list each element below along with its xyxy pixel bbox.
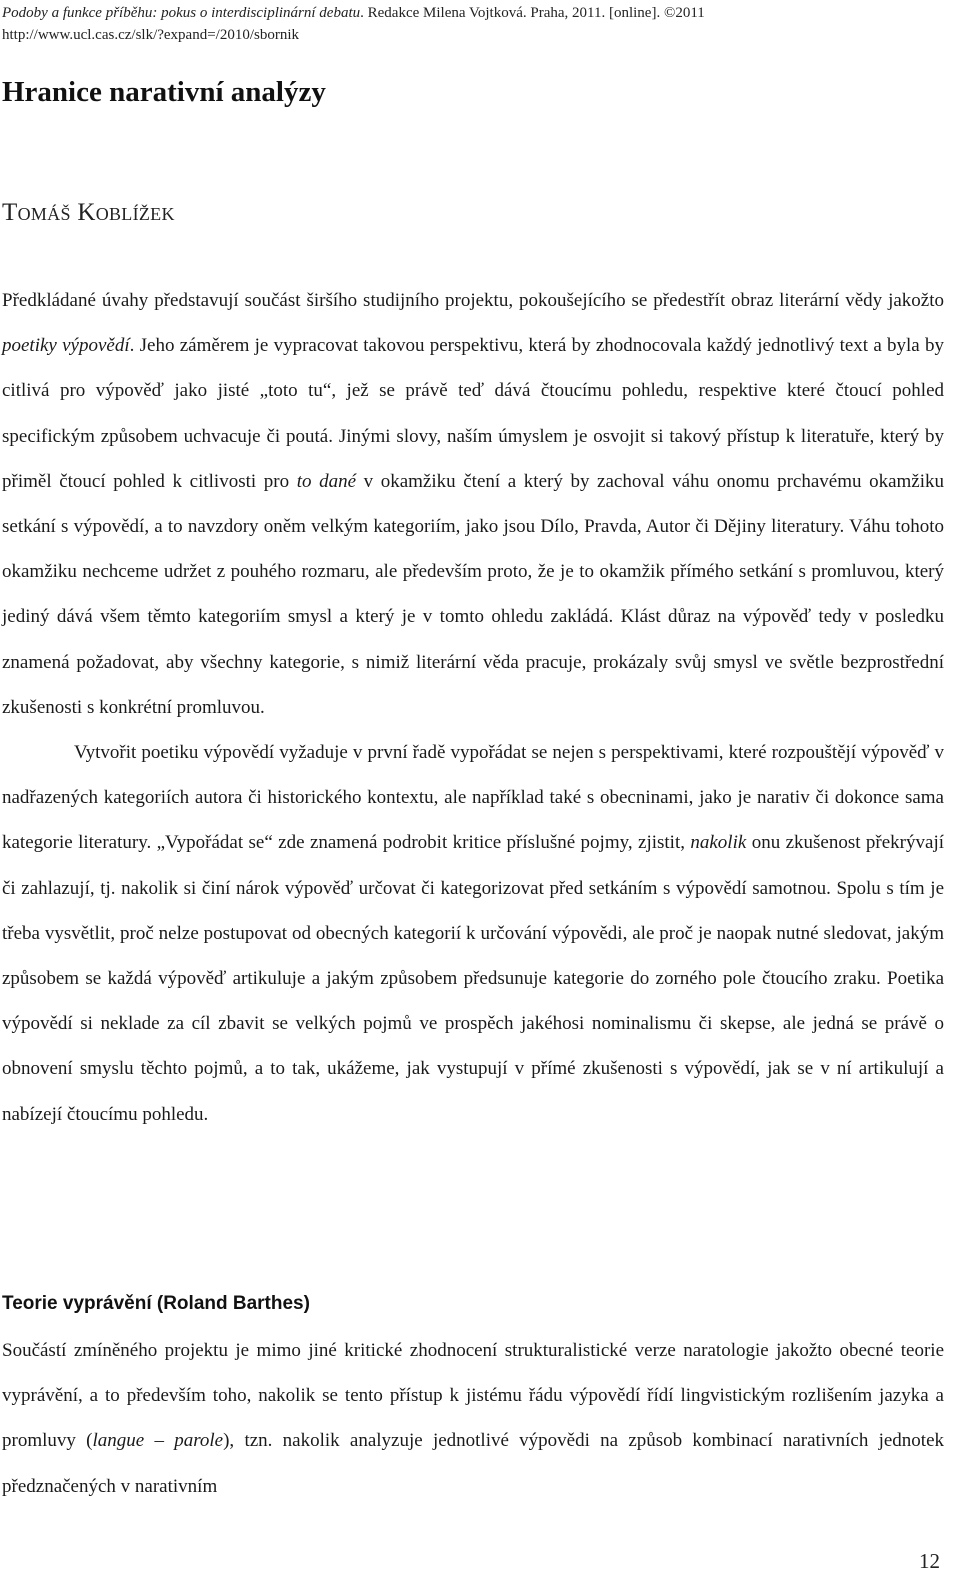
paragraph-1-text-b: . Jeho záměrem je vypracovat takovou perspektivu, která by zhodnocovala každý jednotlivý text a byla by citlivá pro výpověď jako jisté „toto tu“, jež se právě teď dává čtoucímu pohledu, respektive které čtoucí pohled specifickým způsobem uchvacuje či poutá. Jinými slovy, naším úmyslem je osvojit si takový přístup k literatuře, který by přiměl čtoucí pohled k citlivosti pro	[2, 335, 945, 492]
section-emphasis-parole: parole	[174, 1430, 224, 1452]
section-paragraph	[2, 1328, 944, 1509]
section-emphasis-langue: langue	[92, 1430, 145, 1452]
article-body	[2, 278, 944, 1137]
paragraph-1-text-a: Předkládané úvahy představují součást širšího studijního projektu, pokoušejícího se předestřít obraz literární vědy jakožto	[2, 290, 944, 311]
paragraph-2	[2, 730, 944, 1137]
section-body	[2, 1328, 944, 1509]
paragraph-2-text-a: Vytvořit poetiku výpovědí vyžaduje v první řadě vypořádat se nejen s perspektivami, které rozpouštějí výpověď v nadřazených kategoriích autora či historického kontextu, ale například také s obecninami, jako je narativ či dokonce sama kategorie literatury. „Vypořádat se“ zde znamená podrobit kritice příslušné pojmy, zjistit,	[2, 742, 944, 854]
paragraph-1-text-c: v okamžiku čtení a který by zachoval váhu onomu prchavému okamžiku setkání s výpovědí, a to navzdory oněm velkým kategoriím, jako jsou Dílo, Pravda, Autor či Dějiny literatury. Váhu tohoto okamžiku nechceme udržet z pouhého rozmaru, ale především proto, že je to okamžik přímého setkání s promluvou, který jediný dává všem těmto kategoriím smysl a který je v tomto ohledu zakládá. Klást důraz na výpověď tedy v posledku znamená požadovat, aby všechny kategorie, s nimiž literární věda pracuje, prokázaly svůj smysl ve světle bezprostřední zkušenosti s konkrétní promluvou.	[2, 470, 945, 718]
paragraph-2-text-b: onu zkušenost překrývají či zahlazují, tj. nakolik si činí nárok výpověď určovat či kategorizovat před setkáním s výpovědí samotnou. Spolu s tím je třeba vysvětlit, proč nelze postupovat od obecných kategorií k určování výpovědi, ale proč je naopak nutné sledovat, jakým způsobem se každá výpověď artikuluje a jakým způsobem předsunuje kategorie do zorného pole čtoucího zraku. Poetika výpovědí si neklade za cíl zbavit se velkých pojmů ve prospěch jakéhosi nominalismu či skepse, ale jedná se právě o obnovení smyslu těchto pojmů, a to tak, ukážeme, jak vystupují v přímé zkušenosti s výpovědí, jak se v ní artikulují a nabízejí čtoucímu pohledu.	[2, 832, 944, 1125]
citation-details: . Redakce Milena Vojtková. Praha, 2011. [online]. ©2011	[360, 5, 705, 21]
section-text-b: ), tzn. nakolik analyzuje jednotlivé výpovědi na způsob kombinací narativních jednotek předznačených v narativním	[2, 1430, 944, 1497]
section-text-a: Součástí zmíněného projektu je mimo jiné kritické zhodnocení strukturalistické verze naratologie jakožto obecné teorie vyprávění, a to především toho, nakolik se tento přístup k jistému řádu výpovědí řídí lingvistickým rozlišením jazyka a promluvy (	[2, 1340, 944, 1452]
citation-header	[2, 2, 942, 46]
section-dash: –	[144, 1430, 175, 1452]
citation-line-1	[2, 2, 942, 24]
paragraph-1-emphasis-b: to dané	[296, 470, 357, 492]
page-number: 12	[919, 1549, 940, 1573]
paragraph-2-emphasis: nakolik	[690, 832, 747, 854]
citation-url[interactable]: http://www.ucl.cas.cz/slk/?expand=/2010/sbornik	[2, 27, 300, 43]
article-title: Hranice narativní analýzy	[2, 76, 326, 108]
paragraph-1	[2, 278, 944, 730]
article-author: Tomáš Koblížek	[2, 199, 175, 226]
paragraph-1-emphasis-a: poetiky výpovědí	[2, 335, 130, 357]
section-heading: Teorie vyprávění (Roland Barthes)	[2, 1293, 310, 1314]
citation-book-title: Podoby a funkce příběhu: pokus o interdisciplinární debatu	[2, 5, 361, 21]
